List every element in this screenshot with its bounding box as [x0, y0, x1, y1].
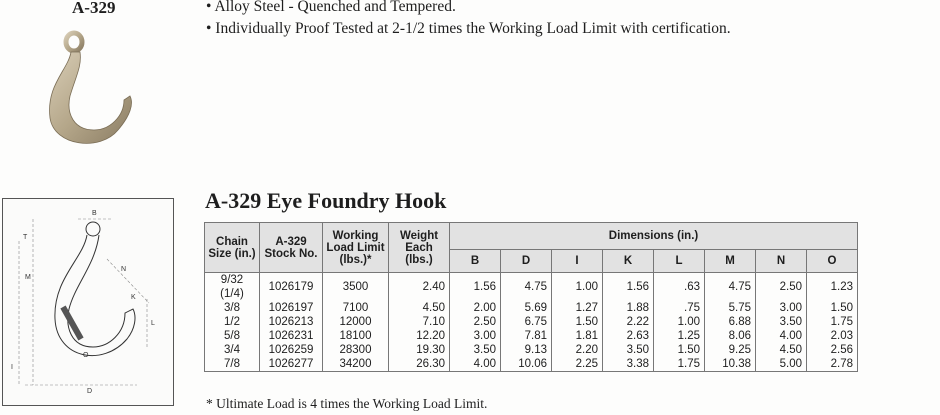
- cell-size: 7/8: [205, 357, 260, 372]
- cell-dim: 1.81: [552, 329, 603, 343]
- dim-header: O: [807, 250, 858, 273]
- cell-weight: 12.20: [389, 329, 450, 343]
- header-chain-size: [205, 223, 260, 273]
- cell-dim: 4.00: [756, 329, 807, 343]
- cell-dim: 3.50: [756, 315, 807, 329]
- cell-size: 3/8: [205, 301, 260, 315]
- cell-wll: 12000: [323, 315, 389, 329]
- cell-size: 5/8: [205, 329, 260, 343]
- cell-size: 3/4: [205, 343, 260, 357]
- cell-stock: 1026277: [260, 357, 323, 372]
- cell-dim: 3.00: [450, 329, 501, 343]
- cell-dim: 5.00: [756, 357, 807, 372]
- feature-list: [206, 0, 731, 40]
- cell-stock: 1026259: [260, 343, 323, 357]
- header-text: Chain Size (in.): [208, 235, 256, 260]
- cell-stock: 1026179: [260, 273, 323, 302]
- table-row: [205, 273, 858, 302]
- cell-dim: 3.50: [603, 343, 654, 357]
- cell-dim: 1.23: [807, 273, 858, 302]
- diagram-label: N: [121, 266, 127, 273]
- cell-weight: 2.40: [389, 273, 450, 302]
- spec-table-body: [205, 273, 858, 372]
- cell-weight: 7.10: [389, 315, 450, 329]
- cell-dim: 4.50: [756, 343, 807, 357]
- header-dimensions: [450, 223, 858, 250]
- cell-dim: 10.06: [501, 357, 552, 372]
- table-row: [205, 357, 858, 372]
- footnote: * Ultimate Load is 4 times the Working Load Limit.: [206, 396, 488, 411]
- dim-header: N: [756, 250, 807, 273]
- cell-wll: 3500: [323, 273, 389, 302]
- cell-wll: 28300: [323, 343, 389, 357]
- header-weight: [389, 223, 450, 273]
- cell-dim: 10.38: [705, 357, 756, 372]
- cell-dim: 6.88: [705, 315, 756, 329]
- cell-dim: 1.50: [654, 343, 705, 357]
- cell-dim: 1.56: [603, 273, 654, 302]
- cell-dim: 1.27: [552, 301, 603, 315]
- cell-wll: 7100: [323, 301, 389, 315]
- cell-dim: 3.50: [450, 343, 501, 357]
- dim-header: K: [603, 250, 654, 273]
- feature-bullet: • Alloy Steel - Quenched and Tempered.: [206, 0, 456, 15]
- cell-dim: 2.78: [807, 357, 858, 372]
- cell-dim: .75: [654, 301, 705, 315]
- cell-dim: 6.75: [501, 315, 552, 329]
- cell-dim: 2.50: [756, 273, 807, 302]
- diagram-label: O: [83, 352, 89, 359]
- cell-wll: 18100: [323, 329, 389, 343]
- cell-size: 9/32 (1/4): [205, 273, 260, 302]
- dim-header: D: [501, 250, 552, 273]
- cell-dim: 1.50: [807, 301, 858, 315]
- dimension-diagram: [2, 198, 174, 406]
- cell-dim: 8.06: [705, 329, 756, 343]
- dim-header: I: [552, 250, 603, 273]
- cell-dim: 1.88: [603, 301, 654, 315]
- header-text: Weight Each (lbs.): [399, 229, 439, 266]
- header-text: Working Load Limit (lbs.)*: [326, 229, 385, 266]
- cell-weight: 19.30: [389, 343, 450, 357]
- cell-dim: 3.38: [603, 357, 654, 372]
- cell-dim: 2.50: [450, 315, 501, 329]
- cell-dim: 1.56: [450, 273, 501, 302]
- cell-dim: 5.75: [705, 301, 756, 315]
- cell-size: 1/2: [205, 315, 260, 329]
- dim-header: B: [450, 250, 501, 273]
- cell-dim: 2.25: [552, 357, 603, 372]
- table-row: [205, 301, 858, 315]
- cell-dim: 4.00: [450, 357, 501, 372]
- diagram-label: L: [151, 320, 155, 327]
- cell-stock: 1026197: [260, 301, 323, 315]
- cell-dim: 1.00: [654, 315, 705, 329]
- cell-dim: 4.75: [501, 273, 552, 302]
- diagram-label: T: [23, 234, 28, 241]
- header-text: Dimensions (in.): [608, 230, 699, 242]
- cell-stock: 1026231: [260, 329, 323, 343]
- cell-dim: 2.22: [603, 315, 654, 329]
- header-stock-no: [260, 223, 323, 273]
- cell-dim: 9.25: [705, 343, 756, 357]
- dim-header: M: [705, 250, 756, 273]
- dim-header: L: [654, 250, 705, 273]
- diagram-label: M: [25, 274, 31, 281]
- cell-dim: 1.75: [654, 357, 705, 372]
- spec-table: [204, 222, 858, 372]
- table-row: [205, 343, 858, 357]
- cell-dim: 1.50: [552, 315, 603, 329]
- diagram-label: B: [92, 210, 97, 217]
- header-text: A-329 Stock No.: [264, 235, 318, 260]
- diagram-label: I: [11, 364, 13, 371]
- model-number: A-329: [72, 0, 116, 17]
- cell-stock: 1026213: [260, 315, 323, 329]
- cell-dim: 1.25: [654, 329, 705, 343]
- cell-dim: 2.00: [450, 301, 501, 315]
- cell-dim: 3.00: [756, 301, 807, 315]
- cell-dim: 2.03: [807, 329, 858, 343]
- cell-dim: .63: [654, 273, 705, 302]
- cell-dim: 1.00: [552, 273, 603, 302]
- cell-wll: 34200: [323, 357, 389, 372]
- cell-dim: 2.20: [552, 343, 603, 357]
- header-wll: [323, 223, 389, 273]
- cell-dim: 7.81: [501, 329, 552, 343]
- table-title: A-329 Eye Foundry Hook: [205, 188, 447, 213]
- table-row: [205, 329, 858, 343]
- hook-line-drawing: [3, 199, 173, 405]
- feature-bullet: • Individually Proof Tested at 2-1/2 times the Working Load Limit with certification.: [206, 20, 731, 37]
- cell-dim: 1.75: [807, 315, 858, 329]
- cell-dim: 2.63: [603, 329, 654, 343]
- diagram-label: K: [131, 294, 136, 301]
- hook-photo: [38, 30, 138, 152]
- diagram-label: D: [87, 388, 93, 395]
- table-row: [205, 315, 858, 329]
- cell-weight: 4.50: [389, 301, 450, 315]
- cell-dim: 4.75: [705, 273, 756, 302]
- cell-dim: 5.69: [501, 301, 552, 315]
- cell-dim: 9.13: [501, 343, 552, 357]
- cell-weight: 26.30: [389, 357, 450, 372]
- cell-dim: 2.56: [807, 343, 858, 357]
